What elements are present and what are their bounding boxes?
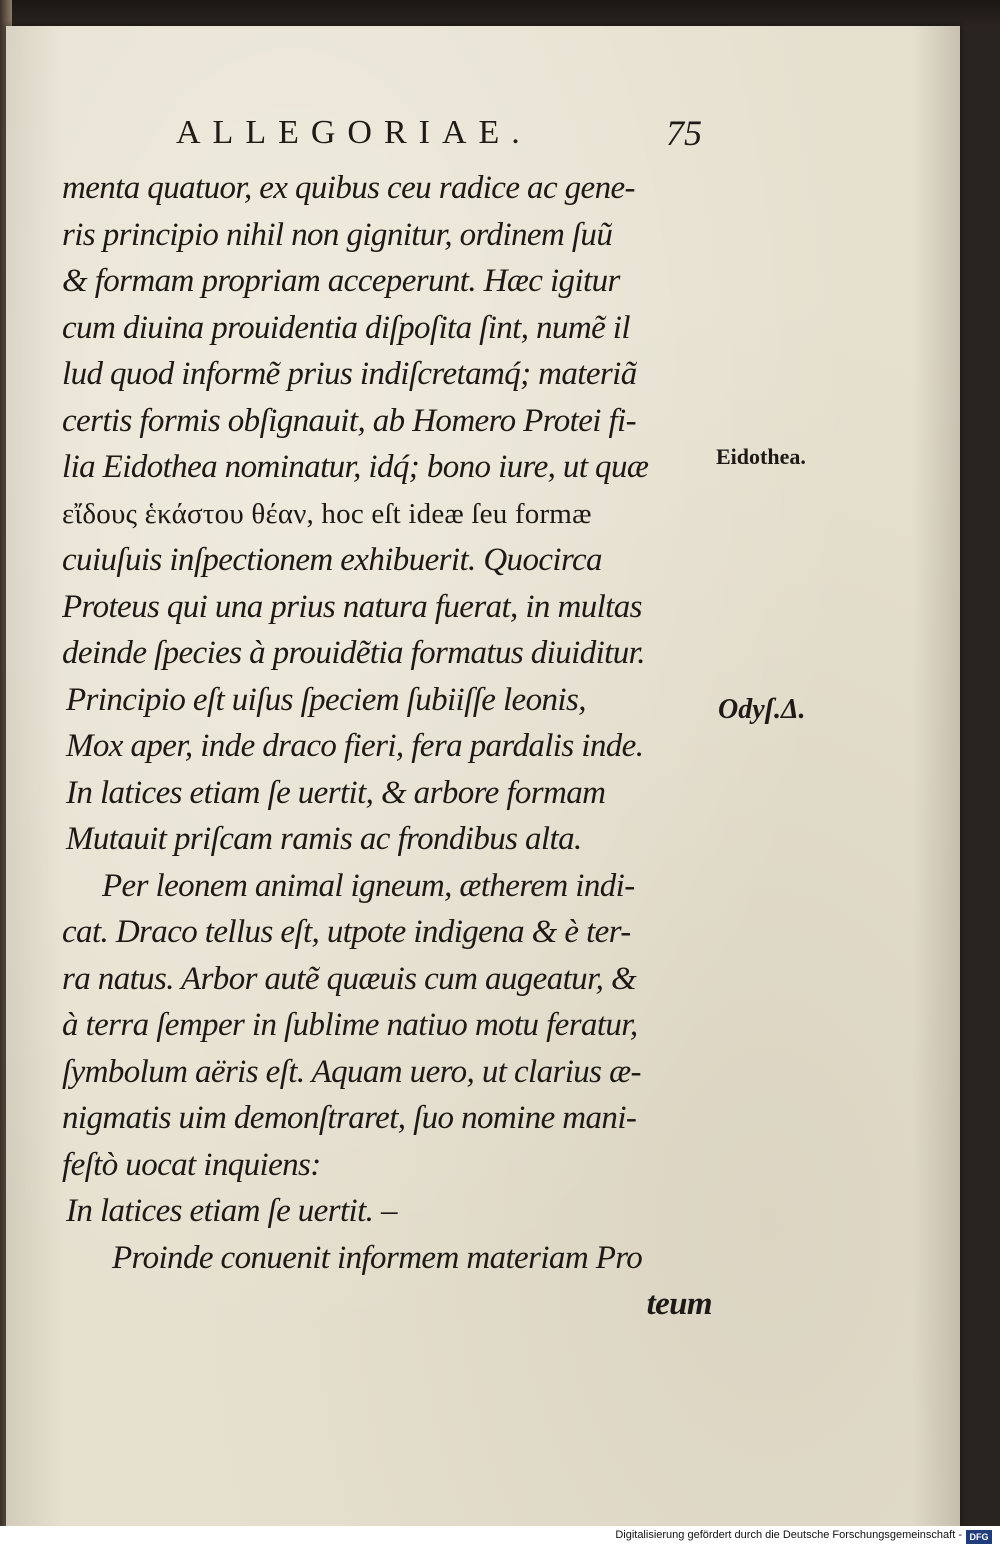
running-head: ALLEGORIAE.	[176, 114, 532, 151]
text-line: ſymbolum aëris eſt. Aquam uero, ut clarius æ-	[62, 1053, 641, 1090]
text-line: lia Eidothea nominatur, idq́; bono iure, ut quæ	[62, 449, 649, 485]
text-line: ra natus. Arbor autẽ quæuis cum augeatur, &	[62, 960, 637, 997]
text-line: Proteus qui una prius natura fuerat, in multas	[62, 588, 642, 625]
text-line: feſtò uocat inquiens:	[62, 1146, 321, 1183]
page-header	[168, 112, 708, 156]
verse-line: In latices etiam ſe uertit, & arbore formam	[66, 774, 606, 811]
text-line: certis formis obſignauit, ab Homero Protei fi-	[62, 402, 637, 439]
text-line: à terra ſemper in ſublime natiuo motu feratur,	[62, 1007, 638, 1043]
catchword: teum	[646, 1286, 712, 1322]
verse-line: Mutauit priſcam ramis ac frondibus alta.	[66, 821, 582, 857]
text-line: cat. Draco tellus eſt, utpote indigena & è ter-	[62, 914, 631, 950]
text-line: menta quatuor, ex quibus ceu radice ac gene-	[62, 170, 635, 206]
marginal-note-eidothea: Eidothea.	[716, 444, 806, 469]
page-number: 75	[666, 113, 702, 153]
text-line: ris principio nihil non gignitur, ordinem ſuũ	[62, 216, 613, 253]
funding-credit: Digitalisierung gefördert durch die Deutsche Forschungsgemeinschaft -	[615, 1529, 962, 1541]
text-line: nigmatis uim demonſtraret, ſuo nomine mani-	[62, 1100, 637, 1136]
text-line: lud quod informẽ prius indiſcretamq́; materiã	[62, 356, 637, 392]
paragraph-first-line: Proinde conuenit informem materiam Pro	[112, 1239, 643, 1276]
main-text-block	[62, 165, 712, 1328]
dfg-logo: DFG	[966, 1530, 992, 1544]
text-line: deinde ſpecies à prouidẽtia formatus diuiditur.	[62, 635, 645, 671]
greek-text-line: εἴδους ἑκάστου θέαν, hoc eſt ideæ ſeu formæ	[62, 497, 592, 530]
digitization-footer	[0, 1526, 1000, 1549]
verse-line: In latices etiam ſe uertit. –	[66, 1193, 397, 1229]
text-line: cuiuſuis inſpectionem exhibuerit. Quocirca	[62, 542, 602, 578]
text-line: & formam propriam acceperunt. Hæc igitur	[62, 263, 620, 299]
paragraph-first-line: Per leonem animal igneum, ætherem indi-	[102, 867, 635, 904]
text-line: cum diuina prouidentia diſpoſita ſint, numẽ il	[62, 309, 630, 346]
verse-line: Mox aper, inde draco fieri, fera pardalis inde.	[66, 728, 644, 764]
marginal-note-odyssey: Odyſ.Δ.	[718, 694, 806, 725]
verse-line: Principio eſt uiſus ſpeciem ſubiiſſe leonis,	[66, 681, 586, 718]
